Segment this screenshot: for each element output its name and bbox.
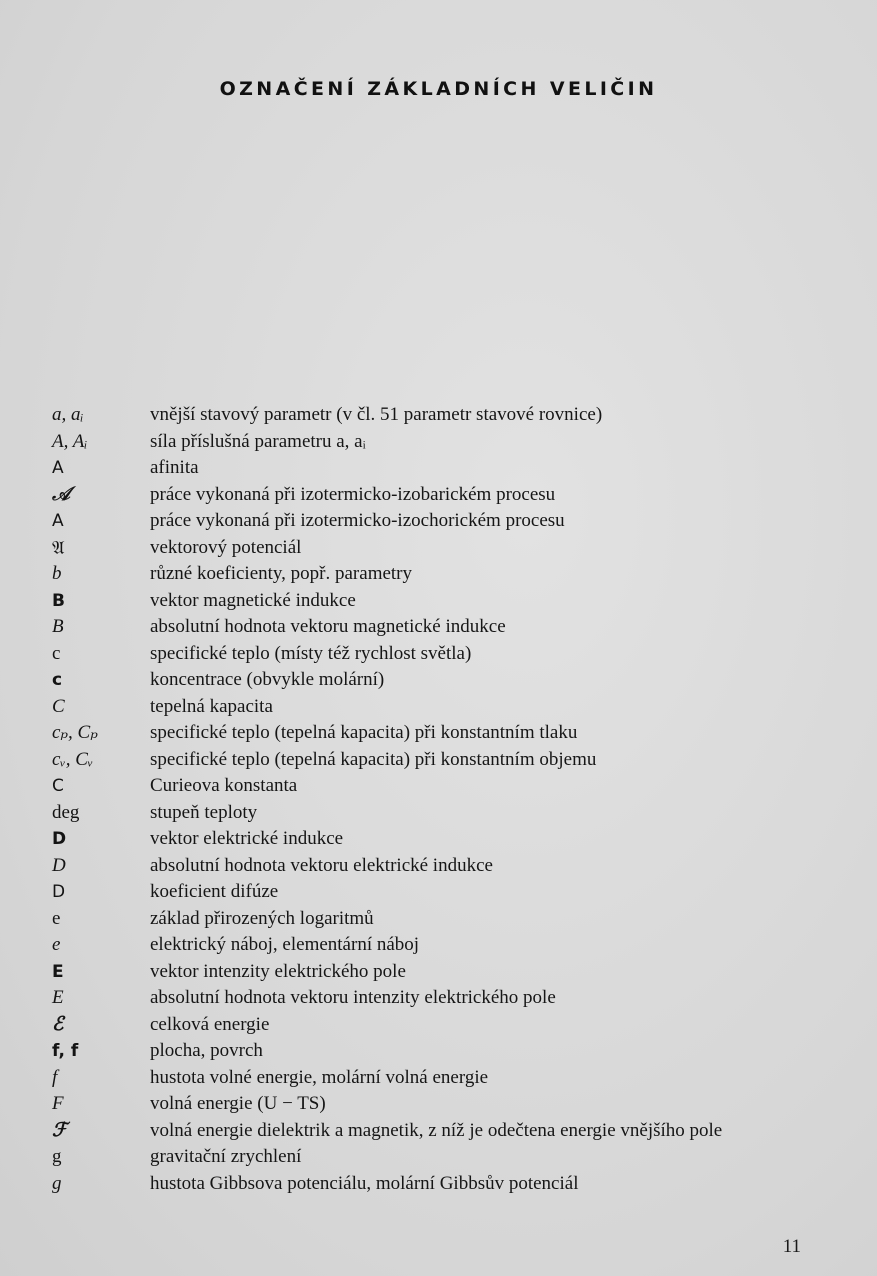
entry-symbol: C [52,776,64,796]
entry-description: afinita [150,457,199,478]
list-item [0,1065,877,1092]
entry-symbol: e [52,907,61,929]
entry-symbol: c [52,642,61,664]
entry-description: vektorový potenciál [150,536,302,558]
entry-description: absolutní hodnota vektoru intenzity elektrického pole [150,987,556,1008]
list-item [0,1091,877,1118]
entry-description: vektor elektrické indukce [150,828,344,849]
list-item [0,747,877,774]
list-item [0,1012,877,1039]
list-item [0,1038,877,1065]
entry-description: práce vykonaná při izotermicko-izochorickém procesu [150,510,565,531]
list-item [0,588,877,615]
entry-symbol: g [52,1172,62,1194]
list-item [0,826,877,853]
entry-symbol: 𝔄 [52,536,65,559]
entry-description: stupeň teploty [150,801,258,823]
entry-description: gravitační zrychlení [150,1146,302,1167]
entry-description: Curieova konstanta [150,775,298,796]
page-title [0,78,877,100]
list-item [0,561,877,588]
entry-description: celková energie [150,1013,270,1035]
list-item [0,720,877,747]
list-item [0,773,877,800]
entry-symbol: E [52,987,64,1008]
entry-symbol: ℰ [52,1013,64,1035]
entry-symbol: g [52,1146,62,1167]
list-item [0,535,877,562]
entry-symbol: C [52,695,65,717]
entry-symbol: cₚ, Cₚ [52,722,98,743]
entry-symbol: D [52,882,66,902]
list-item [0,641,877,668]
list-item [0,667,877,694]
entry-description: vnější stavový parametr (v čl. 51 parametr stavové rovnice) [150,404,603,425]
entry-description: koncentrace (obvykle molární) [150,669,385,690]
list-item [0,455,877,482]
entry-description: práce vykonaná při izotermicko-izobarickém procesu [150,483,556,505]
entry-symbol: c [52,670,63,690]
entry-symbol: f [52,1066,58,1088]
list-item [0,482,877,509]
entry-description: síla příslušná parametru a, aᵢ [150,430,366,452]
list-item [0,906,877,933]
entry-symbol: A [52,458,64,478]
entry-symbol: B [52,590,65,611]
list-item [0,429,877,456]
entry-symbol: B [52,616,64,637]
page-number: 11 [782,1236,801,1257]
list-item [0,800,877,827]
entry-description: absolutní hodnota vektoru elektrické indukce [150,854,493,876]
list-item [0,614,877,641]
entry-symbol: A, Aᵢ [52,430,88,452]
list-item [0,932,877,959]
entry-symbol: deg [52,801,80,823]
entry-description: specifické teplo (místy též rychlost světla) [150,642,472,664]
entry-symbol: b [52,563,62,584]
entry-symbol: F [52,1093,64,1114]
entry-description: specifické teplo (tepelná kapacita) při konstantním tlaku [150,722,578,743]
list-item [0,1171,877,1198]
list-item [0,402,877,429]
entry-symbol: ℱ [52,1119,67,1141]
entry-symbol: f, f [52,1041,79,1061]
entry-description: vektor magnetické indukce [150,589,356,611]
entry-symbol: a, aᵢ [52,404,84,425]
entry-description: absolutní hodnota vektoru magnetické indukce [150,616,506,637]
entry-symbol: 𝒜 [52,483,70,505]
list-item [0,1118,877,1145]
entry-description: základ přirozených logaritmů [150,907,374,929]
entry-description: hustota volné energie, molární volná energie [150,1066,489,1088]
list-item [0,508,877,535]
list-item [0,879,877,906]
list-item [0,694,877,721]
entry-description: vektor intenzity elektrického pole [150,960,406,982]
list-item [0,985,877,1012]
entry-symbol: A [52,511,64,531]
entry-description: tepelná kapacita [150,695,273,717]
list-item [0,1144,877,1171]
entry-symbol: D [52,829,67,849]
entry-description: koeficient difúze [150,881,279,902]
list-item [0,853,877,880]
entry-description: plocha, povrch [150,1040,263,1061]
entry-description: volná energie dielektrik a magnetik, z níž je odečtena energie vnějšího pole [150,1119,723,1141]
entry-symbol: cᵥ, Cᵥ [52,748,94,770]
entry-description: volná energie (U − TS) [150,1093,326,1114]
entry-symbol: D [52,854,66,876]
entry-description: hustota Gibbsova potenciálu, molární Gibbsův potenciál [150,1172,579,1194]
list-item [0,959,877,986]
page-title-text: OZNAČENÍ ZÁKLADNÍCH VELIČIN [219,78,658,100]
entry-description: různé koeficienty, popř. parametry [150,563,413,584]
entry-description: elektrický náboj, elementární náboj [150,934,420,955]
entry-description: specifické teplo (tepelná kapacita) při konstantním objemu [150,748,597,770]
symbol-list [0,402,877,1197]
entry-symbol: e [52,934,61,955]
entry-symbol: E [52,961,64,982]
